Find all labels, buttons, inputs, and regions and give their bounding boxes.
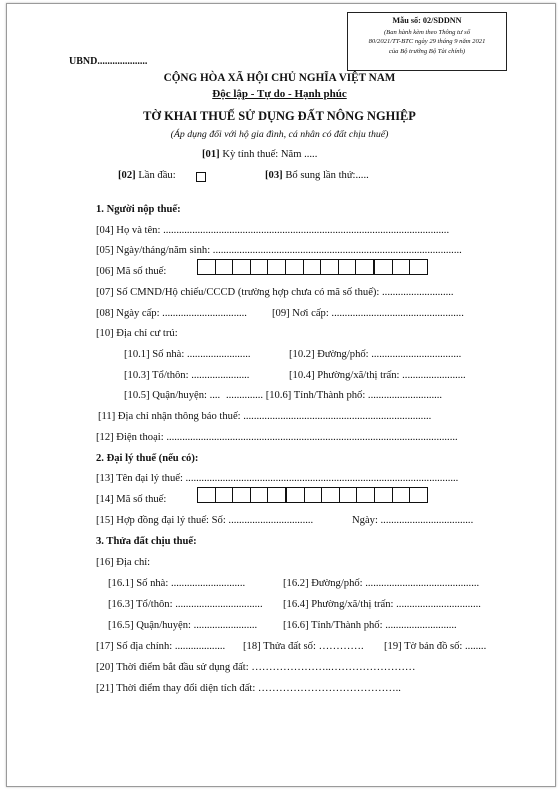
field-04-fullname[interactable]: [04] Họ và tên: ............................................................................................................ [96,225,450,236]
tax-period-field[interactable] [202,148,317,161]
first-time-field [118,169,176,182]
field-10-1-house-number[interactable]: [10.1] Số nhà: ........................ [124,349,251,360]
tax-id-cells-main[interactable] [197,259,374,275]
agent-tax-id-cells-main[interactable] [197,487,375,503]
agent-tax-id-cells-suffix[interactable] [374,487,428,503]
tax-id-cells-suffix[interactable] [374,259,428,275]
field-09-issue-place[interactable]: [09] Nơi cấp: .................................................. [272,308,464,319]
first-time-label: Lần đầu: [138,170,176,181]
section-3-title: 3. Thửa đất chịu thuế: [96,536,197,547]
field-15-contract-date[interactable]: Ngày: ................................... [352,515,474,526]
field-10-5-district[interactable]: [10.5] Quận/huyện: .... [124,390,221,401]
form-title: TỜ KHAI THUẾ SỬ DỤNG ĐẤT NÔNG NGHIỆP [143,109,416,123]
nation-heading: CỘNG HÒA XÃ HỘI CHỦ NGHĨA VIỆT NAM [163,72,396,84]
motto: Độc lập - Tự do - Hạnh phúc [212,88,347,100]
supplement-label: Bổ sung lần thứ:..... [285,170,369,181]
form-note-line1: (Ban hành kèm theo Thông tư số [383,29,470,36]
field-code-01: [01] [202,149,220,160]
form-subtitle: (Áp dụng đối với hộ gia đình, cá nhân có đất chịu thuế) [170,129,389,140]
first-time-checkbox[interactable] [196,172,206,182]
field-16-3-hamlet[interactable]: [16.3] Tổ/thôn: ................................. [108,599,263,610]
field-12-phone[interactable]: [12] Điện thoại: .............................................................................................................. [96,432,458,443]
section-1-title: 1. Người nộp thuế: [96,204,181,215]
field-19-map-sheet[interactable]: [19] Tờ bản đồ số: ........ [384,641,487,652]
field-10-6-province[interactable]: .............. [10.6] Tỉnh/Thành phố: ............................ [226,390,443,401]
field-16-2-street[interactable]: [16.2] Đường/phố: ........................................... [283,578,480,589]
field-code-03: [03] [265,170,283,181]
field-code-02: [02] [118,170,136,181]
form-note-line3: của Bộ trưởng Bộ Tài chính) [388,47,466,55]
field-13-agent-name[interactable]: [13] Tên đại lý thuế: ....................................................................................................... [96,473,459,484]
field-15-contract-number[interactable]: [15] Hợp đồng đại lý thuế: Số: ................................ [96,515,314,526]
field-16-6-province[interactable]: [16.6] Tỉnh/Thành phố: ........................... [283,620,457,631]
field-16-address-label: [16] Địa chỉ: [96,557,151,568]
field-21-change-date[interactable]: [21] Thời điểm thay đổi diện tích đất: ………………………………….. [96,683,401,694]
field-16-5-district[interactable]: [16.5] Quận/huyện: ........................ [108,620,258,631]
field-10-3-hamlet[interactable]: [10.3] Tổ/thôn: ...................... [124,370,250,381]
field-05-birthdate[interactable]: [05] Ngày/tháng/năm sinh: .............................................................................................. [96,245,462,256]
field-16-4-ward[interactable]: [16.4] Phường/xã/thị trấn: ................................ [283,599,481,610]
field-11-notice-address[interactable]: [11] Địa chỉ nhận thông báo thuế: ....................................................................... [98,411,432,422]
field-20-start-date[interactable]: [20] Thời điểm bắt đầu sử dụng đất: …………………..…………………… [96,662,416,673]
supplement-field[interactable] [265,169,369,182]
field-06-label: [06] Mã số thuế: [96,266,167,277]
field-07-id-number[interactable]: [07] Số CMND/Hộ chiếu/CCCD (trường hợp chưa có mã số thuế): ........................... [96,287,454,298]
form-note-line2: 80/2021/TT-BTC ngày 29 tháng 9 năm 2021 [368,38,486,46]
field-10-2-street[interactable]: [10.2] Đường/phố: .................................. [289,349,462,360]
field-10-address-label: [10] Địa chỉ cư trú: [96,328,178,339]
form-code-note [350,28,504,56]
field-18-parcel-number[interactable]: [18] Thửa đất số: …………. [243,641,364,652]
form-code: Mẫu số: 02/SDDNN [392,16,462,25]
field-10-4-ward[interactable]: [10.4] Phường/xã/thị trấn: ........................ [289,370,466,381]
section-2-title: 2. Đại lý thuế (nếu có): [96,453,199,464]
tax-period-label: Kỳ tính thuế: Năm ..... [222,149,318,160]
field-17-cadastral-number[interactable]: [17] Số địa chính: ................... [96,641,226,652]
field-08-issue-date[interactable]: [08] Ngày cấp: ................................ [96,308,247,319]
ubnd-label: UBND.................... [69,56,148,67]
field-16-1-house-number[interactable]: [16.1] Số nhà: ............................ [108,578,246,589]
field-14-label: [14] Mã số thuế: [96,494,167,505]
form-code-box [347,12,507,71]
